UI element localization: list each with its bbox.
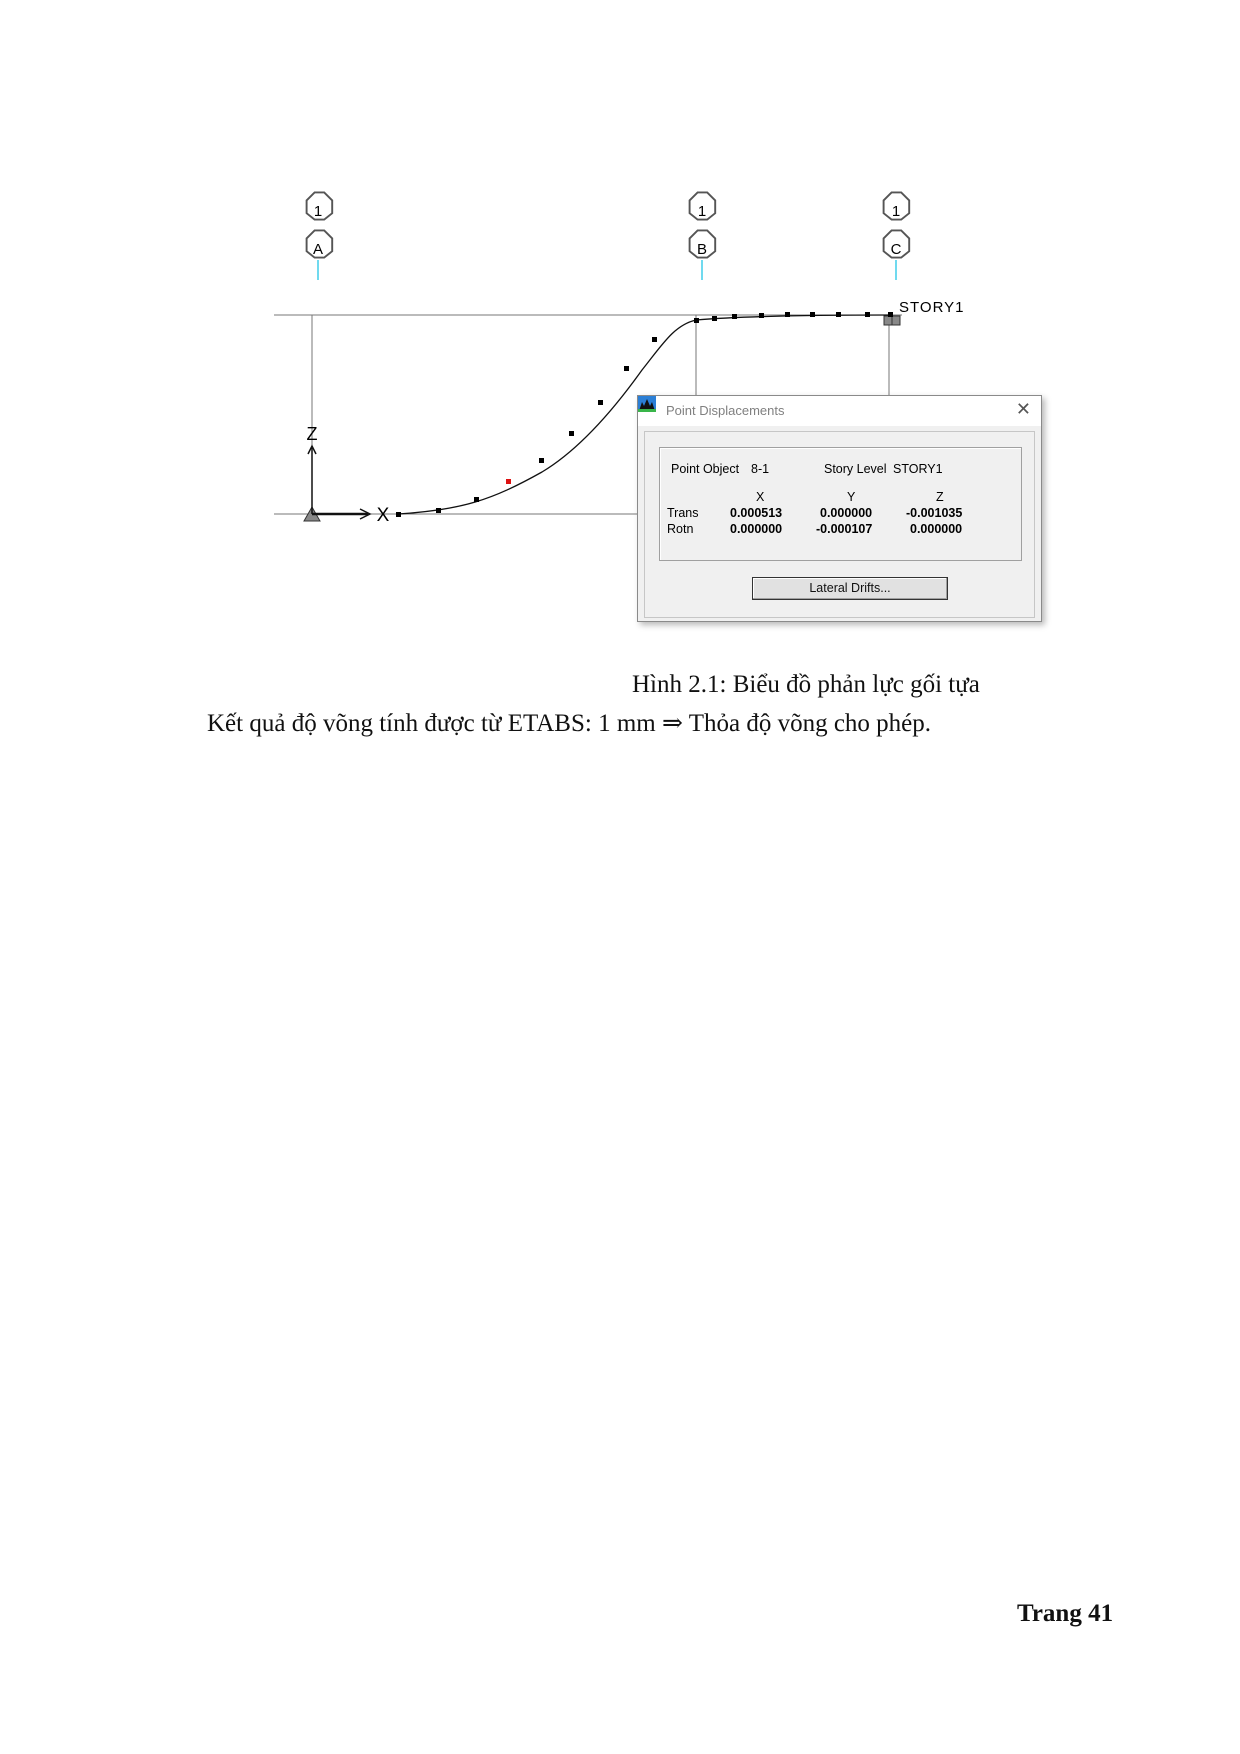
grid-bubble-a: [307, 192, 333, 280]
dialog-title: Point Displacements: [666, 403, 785, 418]
rotn-z-value: 0.000000: [910, 522, 963, 536]
result-paragraph: Kết quả độ võng tính được từ ETABS: 1 mm ⇒ Thỏa độ võng cho phép.: [207, 710, 932, 737]
rotn-x-value: 0.000000: [730, 522, 783, 536]
trans-z-value: -0.001035: [906, 506, 963, 520]
grid-top-label: 1: [313, 203, 323, 220]
row-label-trans: Trans: [667, 506, 699, 520]
grid-bottom-label: C: [890, 241, 902, 258]
grid-bubble-b: [690, 192, 716, 280]
column-header-y: Y: [847, 490, 856, 504]
grid-bubble-c: [884, 192, 910, 280]
grid-bottom-label: A: [312, 241, 324, 258]
point-displacements-dialog: [637, 395, 1042, 622]
column-header-z: Z: [936, 490, 944, 504]
close-icon[interactable]: ✕: [1015, 399, 1031, 419]
point-object-label: Point Object: [671, 462, 740, 476]
rotn-y-value: -0.000107: [816, 522, 873, 536]
lateral-drifts-button[interactable]: Lateral Drifts...: [752, 577, 948, 600]
page-number: Trang 41: [1017, 1600, 1114, 1627]
grid-top-label: 1: [891, 203, 901, 220]
story-level-value: STORY1: [893, 462, 943, 476]
grid-top-label: 1: [697, 203, 707, 220]
trans-y-value: 0.000000: [820, 506, 873, 520]
displacement-group: [659, 447, 1022, 561]
point-object-value: 8-1: [751, 462, 770, 476]
column-header-x: X: [756, 490, 765, 504]
row-label-rotn: Rotn: [667, 522, 694, 536]
grid-bottom-label: B: [696, 241, 708, 258]
story-level-label: Story Level: [824, 462, 887, 476]
dialog-titlebar[interactable]: [638, 396, 1041, 426]
axis-x-label: X: [376, 505, 390, 526]
story-label: STORY1: [899, 299, 965, 316]
selected-point-marker[interactable]: [506, 479, 511, 484]
figure-caption: Hình 2.1: Biểu đồ phản lực gối tựa: [632, 671, 980, 698]
axis-z-label: Z: [306, 424, 318, 444]
trans-x-value: 0.000513: [730, 506, 783, 520]
etabs-app-icon: [638, 396, 656, 412]
dialog-body: [644, 431, 1035, 618]
figure-etabs-deflection: [262, 190, 1062, 640]
